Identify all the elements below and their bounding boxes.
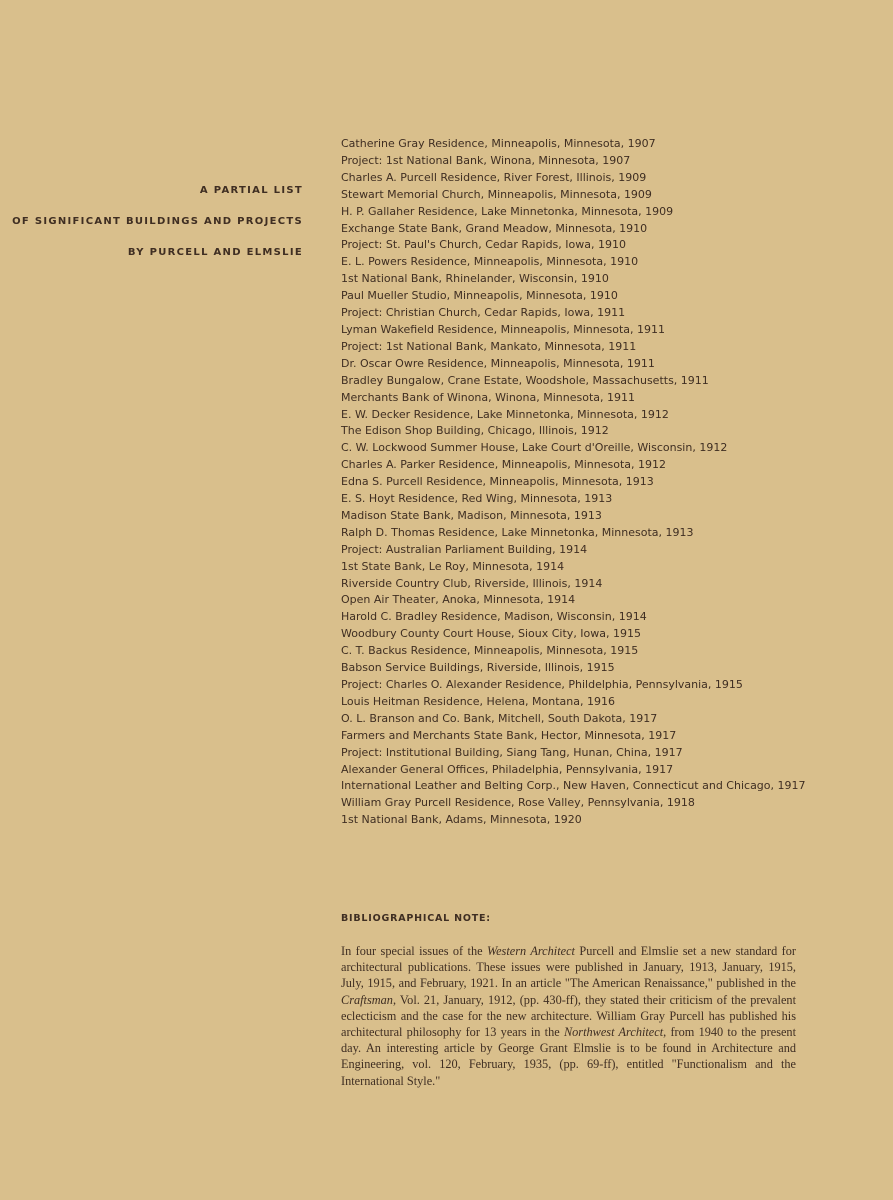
list-item: Madison State Bank, Madison, Minnesota, 1913 (341, 508, 602, 522)
list-item: C. W. Lockwood Summer House, Lake Court d'Oreille, Wisconsin, 1912 (341, 441, 728, 455)
list-item: Merchants Bank of Winona, Winona, Minnesota, 1911 (341, 390, 635, 404)
list-item: E. W. Decker Residence, Lake Minnetonka, Minnesota, 1912 (341, 407, 669, 421)
list-item: Dr. Oscar Owre Residence, Minneapolis, Minnesota, 1911 (341, 356, 655, 370)
note-italic-title: Western Architect (486, 944, 575, 958)
list-item: Project: Christian Church, Cedar Rapids, Iowa, 1911 (341, 306, 626, 320)
heading-line-1: A PARTIAL LIST (199, 185, 303, 196)
note-text: Purcell and Elmslie set a new standard for architectural publications. These issues were published in January, 1913, January, 1915, July, 1915, and February, 1921. In an article "The American Renaissance," published in the (341, 944, 796, 991)
note-text: , Vol. 21, January, 1912, (pp. 430-ff), they stated their criticism of the prevalent eclecticism and the case for the new architecture. William Gray Purcell has published his architectural philosophy for 13 years in the (341, 992, 796, 1040)
list-item: O. L. Branson and Co. Bank, Mitchell, South Dakota, 1917 (341, 711, 658, 725)
buildings-list (341, 136, 861, 829)
list-item: E. L. Powers Residence, Minneapolis, Minnesota, 1910 (341, 255, 639, 269)
list-item: William Gray Purcell Residence, Rose Valley, Pennsylvania, 1918 (341, 796, 695, 810)
list-item: Harold C. Bradley Residence, Madison, Wisconsin, 1914 (341, 610, 647, 624)
note-italic-title: Northwest Architect (563, 1025, 664, 1040)
list-item: Ralph D. Thomas Residence, Lake Minnetonka, Minnesota, 1913 (341, 525, 694, 539)
bibliographical-note-title: BIBLIOGRAPHICAL NOTE: (341, 913, 491, 924)
list-item: Project: 1st National Bank, Winona, Minnesota, 1907 (341, 153, 631, 167)
list-item: International Leather and Belting Corp., New Haven, Connecticut and Chicago, 1917 (341, 779, 806, 793)
list-item: H. P. Gallaher Residence, Lake Minnetonka, Minnesota, 1909 (341, 204, 674, 218)
heading-line-3: BY PURCELL AND ELMSLIE (127, 247, 303, 258)
list-item: Lyman Wakefield Residence, Minneapolis, Minnesota, 1911 (341, 322, 665, 336)
list-item: Louis Heitman Residence, Helena, Montana, 1916 (341, 694, 616, 708)
list-item: Bradley Bungalow, Crane Estate, Woodshole, Massachusetts, 1911 (341, 373, 709, 387)
list-item: Project: Australian Parliament Building, 1914 (341, 542, 588, 556)
bibliographical-note-body (341, 943, 796, 1089)
list-item: Project: Institutional Building, Siang Tang, Hunan, China, 1917 (341, 745, 683, 759)
note-text: , from 1940 to the present day. An interesting article by George Grant Elmslie is to be found in Architecture and Engineering, vol. 120, February, 1935, (pp. 69-ff), entitled "Functionalism and the International Style." (341, 1025, 796, 1088)
list-item: Stewart Memorial Church, Minneapolis, Minnesota, 1909 (341, 187, 652, 201)
heading-line-2: OF SIGNIFICANT BUILDINGS AND PROJECTS (12, 216, 303, 227)
list-item: Project: St. Paul's Church, Cedar Rapids, Iowa, 1910 (341, 238, 626, 252)
list-item: Charles A. Purcell Residence, River Forest, Illinois, 1909 (341, 170, 647, 184)
list-item: Exchange State Bank, Grand Meadow, Minnesota, 1910 (341, 221, 648, 235)
list-item: 1st National Bank, Adams, Minnesota, 1920 (341, 813, 582, 827)
list-item: Farmers and Merchants State Bank, Hector, Minnesota, 1917 (341, 728, 677, 742)
note-italic-title: Craftsman (341, 992, 393, 1007)
list-item: E. S. Hoyt Residence, Red Wing, Minnesota, 1913 (341, 492, 613, 506)
list-heading (12, 183, 303, 276)
note-text: In four special issues of the (341, 944, 487, 958)
list-item: Edna S. Purcell Residence, Minneapolis, Minnesota, 1913 (341, 475, 654, 489)
list-item: Charles A. Parker Residence, Minneapolis, Minnesota, 1912 (341, 458, 666, 472)
list-item: 1st National Bank, Rhinelander, Wisconsin, 1910 (341, 272, 609, 286)
list-item: Alexander General Offices, Philadelphia, Pennsylvania, 1917 (341, 762, 674, 776)
list-item: Woodbury County Court House, Sioux City, Iowa, 1915 (341, 627, 642, 641)
list-item: Project: 1st National Bank, Mankato, Minnesota, 1911 (341, 339, 637, 353)
list-item: Babson Service Buildings, Riverside, Illinois, 1915 (341, 661, 615, 675)
list-item: Project: Charles O. Alexander Residence, Phildelphia, Pennsylvania, 1915 (341, 678, 743, 691)
list-item: 1st State Bank, Le Roy, Minnesota, 1914 (341, 559, 565, 573)
list-item: The Edison Shop Building, Chicago, Illinois, 1912 (341, 424, 609, 438)
list-item: Catherine Gray Residence, Minneapolis, Minnesota, 1907 (341, 137, 656, 150)
list-item: Paul Mueller Studio, Minneapolis, Minnesota, 1910 (341, 289, 618, 303)
list-item: Open Air Theater, Anoka, Minnesota, 1914 (341, 593, 576, 607)
list-item: Riverside Country Club, Riverside, Illinois, 1914 (341, 576, 603, 590)
list-item: C. T. Backus Residence, Minneapolis, Minnesota, 1915 (341, 644, 639, 658)
